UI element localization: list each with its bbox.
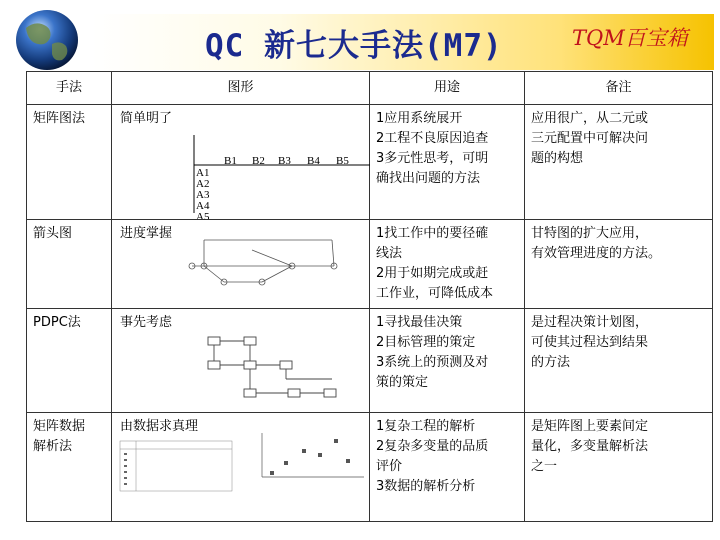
- use-line: 3多元性思考，可明: [376, 151, 489, 166]
- use-cell: [370, 309, 525, 413]
- brand-label: TQM百宝箱: [572, 26, 688, 50]
- use-cell: [370, 105, 525, 220]
- note-line: 的方法: [531, 355, 571, 370]
- use-line: 1寻找最佳决策: [376, 315, 463, 330]
- note-line: 应用很广，从二元或: [531, 111, 649, 126]
- note-line: 三元配置中可解决问: [531, 131, 649, 146]
- arrow-diagram: [112, 220, 370, 305]
- matrix-row-label: A2: [196, 178, 210, 190]
- matrix-row-label: A5: [196, 211, 210, 219]
- method-cell: 矩阵图法: [27, 105, 112, 220]
- use-line: 线法: [376, 246, 403, 261]
- figure-caption: 事先考虑: [120, 315, 173, 330]
- table-row: [27, 309, 713, 413]
- note-line: 有效管理进度的方法。: [531, 246, 662, 261]
- note-line: 可使其过程达到结果: [531, 335, 649, 350]
- globe-icon: [12, 8, 82, 72]
- page-title: QC 新七大手法(M7): [205, 28, 503, 64]
- use-line: 确找出问题的方法: [376, 171, 481, 186]
- note-line: 题的构想: [531, 151, 584, 166]
- figure-caption: 简单明了: [120, 111, 173, 126]
- note-line: 是矩阵图上要素间定: [531, 419, 649, 434]
- use-line: 策的策定: [376, 375, 429, 390]
- use-line: 1找工作中的要径確: [376, 226, 489, 241]
- method-line: 矩阵数据: [33, 419, 86, 434]
- column-header: 备注: [525, 72, 713, 105]
- methods-table: [26, 71, 713, 522]
- matrix-data-diagram: [112, 413, 370, 521]
- table-row: [27, 105, 713, 220]
- matrix-col-label: B2: [252, 155, 265, 167]
- note-cell: [525, 413, 713, 522]
- figure-cell: [112, 309, 370, 413]
- figure-cell: [112, 413, 370, 522]
- figure-cell: [112, 105, 370, 220]
- use-line: 3数据的解析分析: [376, 479, 476, 494]
- note-cell: [525, 220, 713, 309]
- matrix-diagram: [112, 105, 370, 219]
- table-header-row: [27, 72, 713, 105]
- use-line: 2用于如期完成或赶: [376, 266, 489, 281]
- matrix-col-label: B3: [278, 155, 291, 167]
- use-line: 1应用系统展开: [376, 111, 463, 126]
- matrix-col-label: B4: [307, 155, 320, 167]
- column-header: 手法: [27, 72, 112, 105]
- note-line: 量化，多变量解析法: [531, 439, 649, 454]
- note-line: 之一: [531, 459, 558, 474]
- use-line: 2工程不良原因追查: [376, 131, 489, 146]
- note-cell: [525, 309, 713, 413]
- note-line: 甘特图的扩大应用，: [531, 226, 649, 241]
- figure-caption: 由数据求真理: [120, 419, 199, 434]
- use-line: 评价: [376, 459, 403, 474]
- matrix-row-label: A3: [196, 189, 210, 201]
- pdpc-diagram: [112, 309, 370, 412]
- matrix-col-label: B5: [336, 155, 349, 167]
- use-line: 1复杂工程的解析: [376, 419, 476, 434]
- use-line: 2目标管理的策定: [376, 335, 476, 350]
- method-cell: 箭头图: [27, 220, 112, 309]
- method-line: 解析法: [33, 439, 73, 454]
- method-cell: [27, 413, 112, 522]
- table-row: [27, 413, 713, 522]
- matrix-col-label: B1: [224, 155, 237, 167]
- table-row: [27, 220, 713, 309]
- matrix-row-label: A1: [196, 167, 210, 179]
- column-header: 用途: [370, 72, 525, 105]
- note-line: 是过程决策计划图，: [531, 315, 649, 330]
- use-line: 工作业，可降低成本: [376, 286, 494, 301]
- use-cell: [370, 413, 525, 522]
- note-cell: [525, 105, 713, 220]
- use-line: 2复杂多变量的品质: [376, 439, 489, 454]
- method-cell: PDPC法: [27, 309, 112, 413]
- use-cell: [370, 220, 525, 309]
- figure-cell: [112, 220, 370, 309]
- matrix-row-label: A4: [196, 200, 210, 212]
- use-line: 3系统上的预测及对: [376, 355, 489, 370]
- figure-caption: 进度掌握: [120, 226, 173, 241]
- column-header: 图形: [112, 72, 370, 105]
